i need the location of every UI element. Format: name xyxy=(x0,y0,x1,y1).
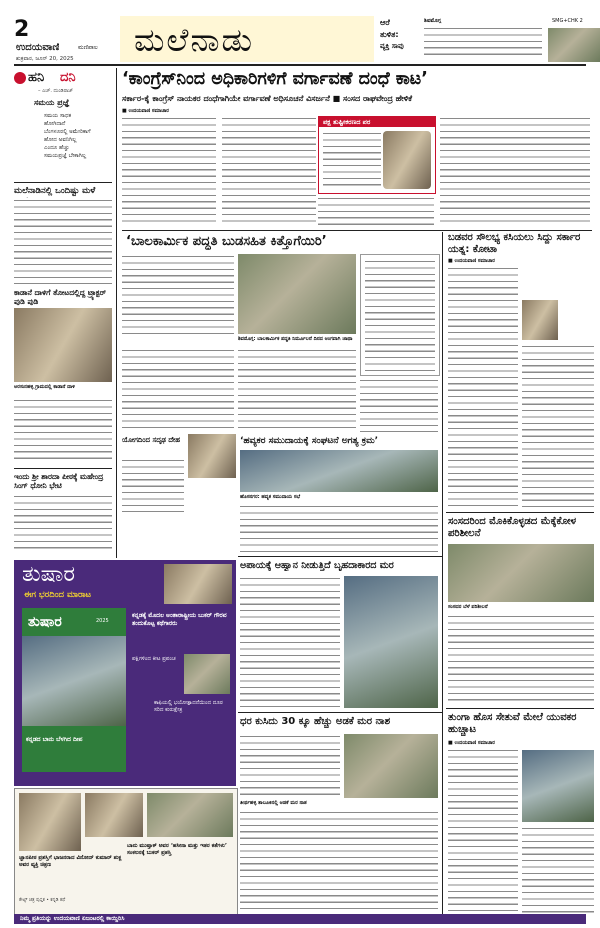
tractor-headline: ಕಾಡಾನೆ ದಾಳಿಗೆ ತೋಟದಲ್ಲಿದ್ದ ಟ್ರ್ಯಾಕ್ಟರ್ ಪುಡಿ ಪುಡಿ xyxy=(14,288,107,306)
divider xyxy=(238,712,442,713)
poem-line: ಸಮಯ ಸಾಧಕ xyxy=(44,113,72,119)
havyaka-photo xyxy=(240,450,438,492)
right-headline-3: ತುಂಗಾ ಹೊಸ ಸೇತುವೆ ಮೇಲೆ ಯುವಕರ ಹುಚ್ಚಾಟ xyxy=(448,712,577,735)
date-line: ಶುಕ್ರವಾರ, ಜೂನ್ 20, 2025 xyxy=(16,56,74,62)
side-tag-2: ತುಳಿತ: xyxy=(380,30,399,39)
tree-photo xyxy=(344,576,438,708)
tushara-ad[interactable] xyxy=(14,560,236,786)
ad-feature-2: ಪಕ್ಷಿಗಳಿಂದ ಕೀಟ ಪ್ರಪಂಚ xyxy=(132,656,176,662)
ad-brand: ತುಷಾರ xyxy=(22,562,76,587)
poem-line: ಹೋಗಿದಾನೆ xyxy=(44,121,66,127)
sharada-headline: ಇಂದು ಶ್ರೀ ಶಾರದಾ ಪೀಠಕ್ಕೆ ಮಹೇಂದ್ರ ಸಿಂಗ್ ಧೋನಿ ಭೇಟಿ xyxy=(14,472,104,490)
areca-caption: ತೀರ್ಥಹಳ್ಳಿ ತಾಲೂಕಿನಲ್ಲಿ ಅಡಕೆ ಮರ ನಾಶ xyxy=(240,800,307,806)
right-story-2-photo xyxy=(448,544,594,602)
areca-headline: ಧರ ಕುಸಿದು 30 ಕ್ಕೂ ಹೆಚ್ಚು ಅಡಕೆ ಮರ ನಾಶ xyxy=(240,716,391,727)
corner-photo xyxy=(548,28,600,62)
poem-line: ಬೆಂಗಳೂರಲ್ಲಿ ಅಮೇರಿಕಾಗೆ xyxy=(44,129,91,135)
right-story-2-text xyxy=(448,614,594,704)
ad-feature-5: ಜ್ಞಾನಪೀಠ ಪ್ರಶಸ್ತಿಗೆ ಭಾಜನರಾದ ವಿನೋದ್ ಕುಮಾರ್ ಶುಕ್ಲ ಅವರ ವ್ಯಕ್ತಿ ಚಿತ್ರಣ xyxy=(19,855,122,868)
right-story-3-text xyxy=(448,748,518,914)
right-headline-1: ಬಡವರ ಸೌಲಭ್ಯ ಕಸಿಯಲು ಸಿದ್ದು ಸರ್ಕಾರ ಯತ್ನ: ಕೋಟಾ xyxy=(448,232,581,255)
yoga-photo xyxy=(188,434,236,478)
tractor-photo xyxy=(14,308,112,382)
child-labour-text xyxy=(122,254,234,334)
quote-box-text xyxy=(323,131,381,189)
side-tag-1: ಆರೆ xyxy=(380,18,390,27)
paper-name: ಉದಯವಾಣಿ xyxy=(16,42,60,53)
right-story-1-text-b xyxy=(522,344,594,508)
quote-box xyxy=(318,116,436,194)
samaya-title: ಸಮಯ ಪ್ರಜ್ಞೆ xyxy=(34,98,70,107)
tractor-story-text xyxy=(14,398,112,464)
bottom-bar xyxy=(14,914,586,924)
divider xyxy=(446,512,594,513)
havyaka-caption: ಹೊಸನಗರ: ಹವ್ಯಕ ಸಮುದಾಯ ಸಭೆ xyxy=(240,494,301,500)
tushara-ad-lower[interactable] xyxy=(14,788,238,916)
tree-headline: ಅಪಾಯಕ್ಕೆ ಆಹ್ವಾನ ನೀಡುತ್ತಿದೆ ಬೃಹದಾಕಾರದ ಮರ xyxy=(240,560,394,571)
ad-author-photo-1 xyxy=(19,793,81,851)
ad-magazine-cover xyxy=(22,608,126,772)
banner-headline: ‘ಕಾಂಗ್ರೆಸ್‌ನಿಂದ ಅಧಿಕಾರಿಗಳಿಗೆ ವರ್ಗಾವಣೆ ದಂಧೆ ಕಾಟ’ xyxy=(122,69,428,89)
banner-story-col-2 xyxy=(222,116,316,226)
child-labour-text-4 xyxy=(360,378,438,432)
banner-subheadline: ಸರ್ಕಾರ-ಕೈ ಕಾಂಗ್ರೆಸ್ ನಾಯಕರ ದಂಧೆಗಾಗಿಯೇ ವರ್ಗಾವಣೆ ಅಧಿಸೂಚನೆ ವಿಸರ್ಜನೆ ■ ಸಂಸದ ರಾಘವೇಂದ್ರ ಹೇಳಿಕೆ xyxy=(122,94,413,103)
ad-tagline: ಈಗ ಭರದಿಂದ ಮಾರಾಟ xyxy=(24,590,92,600)
divider xyxy=(14,182,112,183)
divider xyxy=(238,556,442,557)
havyaka-text xyxy=(240,504,438,552)
ad-portrait xyxy=(164,564,232,604)
child-labour-caption: ಶಿವಮೊಗ್ಗ: ಬಾಲಕಾರ್ಮಿಕ ಪದ್ಧತಿ ನಿರ್ಮೂಲನೆ ದಿನದ ಅಂಗವಾಗಿ ಜಾಥಾ xyxy=(238,336,353,342)
right-photo-caption: ಸಂಸದರ ಬೆಳೆ ಪರಿಶೀಲನೆ xyxy=(448,604,488,610)
ad-feature-4: ಕನ್ನಡದ ಬಾನು ಬೆಳಗಿದ ದೀಪ xyxy=(26,736,83,743)
divider xyxy=(14,468,112,469)
corner-lead: ಶಿವಮೊಗ್ಗ xyxy=(424,18,442,24)
right-story-1-text-a xyxy=(448,266,518,508)
ad-magazine-title: ತುಷಾರ xyxy=(28,614,62,630)
hani-dani-block xyxy=(14,70,110,174)
side-info-box xyxy=(360,254,440,376)
areca-text-1 xyxy=(240,734,340,798)
banner-story-col-1 xyxy=(122,116,216,226)
areca-photo xyxy=(344,734,438,798)
ad-author-photo-2 xyxy=(85,793,143,837)
child-labour-text-2 xyxy=(122,348,234,432)
right-byline-1: ■ ಉದಯವಾಣಿ ಸಮಾಚಾರ xyxy=(448,258,495,264)
right-story-3-text-b xyxy=(522,826,594,914)
corner-story-text xyxy=(424,26,542,60)
dani-title: ದನಿ xyxy=(60,70,76,85)
poem-block xyxy=(44,112,110,160)
page-number: 2 xyxy=(14,18,30,42)
banner-story-col-4 xyxy=(440,116,590,226)
masthead xyxy=(14,16,600,62)
ad-magazine-year: 2025 xyxy=(96,618,109,624)
rain-headline: ಮಲೆನಾಡಿನಲ್ಲಿ ಒಂದಿಷ್ಟು ಮಳೆ xyxy=(14,186,96,196)
ad-mini-caption: ಕೇಟ್ಸ್ ಚಿತ್ರ ಪುಸ್ತಕ • ಕನ್ನಡಿ ಕಥೆ xyxy=(19,898,66,903)
mp-portrait xyxy=(383,131,431,189)
poem-line: ಹೋದ ಅವನಿಗಿಲ್ಲ xyxy=(44,137,77,143)
ad-cover-image xyxy=(22,636,126,726)
edition-label: ಮಣಿಪಾಲ xyxy=(78,44,98,51)
yoga-headline: ಯೋಗದಿಂದ ಸದೃಢ ದೇಹ xyxy=(122,436,181,444)
ad-author-photo-3 xyxy=(147,793,233,837)
rain-story-text xyxy=(14,198,112,284)
right-headline-2: ಸಂಸದರಿಂದ ಮೊಕಿಕೊಳ್ಳಡದ ಮೆಕ್ಕೆಕೋಳ ಪರಿಶೀಲನೆ xyxy=(448,516,577,539)
divider xyxy=(122,230,592,231)
ad-feature-1: ಕನ್ನಡಕ್ಕೆ ಮೊದಲ ಅಂತಾರಾಷ್ಟ್ರೀಯ ಬುಕರ್ ಗೌರವ ತಂದುಕೊಟ್ಟ ಕಥೆಗಾರರು xyxy=(132,612,227,627)
poem-line: ಸಮಯಪ್ರಜ್ಞೆ ಬೇಕಾಗಿಲ್ಲ xyxy=(44,153,87,159)
sharada-story-text xyxy=(14,494,112,552)
bottom-bar-text: ನಿಮ್ಮ ಪ್ರತಿಯನ್ನು ಉದಯವಾಣಿ ಏಜಂಟರಲ್ಲಿ ಕಾಯ್ದಿರಿಸಿ xyxy=(20,915,125,922)
column-rule xyxy=(116,68,117,558)
corner-code: SMG+CHK 2 xyxy=(552,18,583,24)
areca-text-2 xyxy=(240,810,438,914)
poem-line: ಎಂದೂ ಹೆಚ್ಚು xyxy=(44,145,70,151)
right-story-1-photo xyxy=(522,300,558,340)
side-info-text xyxy=(365,259,435,371)
side-tag-3: ವ್ಯಕ್ತಿ ಸಾವು xyxy=(380,42,404,50)
hani-title: ಹನಿ xyxy=(28,70,45,85)
havyaka-headline: ‘ಹವ್ಯಕರ ಸಮುದಾಯಕ್ಕೆ ಸಂಘಟನೆ ಅಗತ್ಯ ಕ್ರಮ’ xyxy=(240,436,379,446)
banner-story-col-3 xyxy=(318,196,434,226)
quote-box-title: ಪಕ್ಷ ತುಷ್ಟೀಕರಣದ ಪರ xyxy=(323,118,371,126)
right-byline-3: ■ ಉದಯವಾಣಿ ಸಮಾಚಾರ xyxy=(448,740,495,746)
yoga-text xyxy=(122,458,184,512)
right-story-3-photo xyxy=(522,750,594,822)
child-labour-headline: ‘ಬಾಲಕಾರ್ಮಿಕ ಪದ್ಧತಿ ಬುಡಸಹಿತ ಕಿತ್ತೊಗೆಯಿರಿ’ xyxy=(126,234,327,249)
ad-feature-6: ಬಾನು ಮುಷ್ತಾಕ್ ಅವರ ‘ಹಸೀನಾ ಮತ್ತು ಇತರ ಕತೆಗಳು’ ಸಂಕಲನಕ್ಕೆ ಬುಕರ್ ಪ್ರಶಸ್ತಿ xyxy=(127,843,228,856)
child-labour-text-3 xyxy=(238,348,356,432)
banner-byline: ■ ಉದಯವಾಣಿ ಸಮಾಚಾರ xyxy=(122,108,169,114)
ad-inset-photo xyxy=(184,654,230,694)
hani-logo-icon xyxy=(14,72,26,84)
column-rule xyxy=(442,232,443,922)
child-labour-photo xyxy=(238,254,356,334)
header-rule xyxy=(14,64,586,66)
hani-author: – ಎಚ್. ದುಂಡಿರಾಜ್ xyxy=(38,88,74,94)
section-title: ಮಲೆನಾಡು xyxy=(134,21,255,59)
ad-feature-3: ಕಾಫಿಯಲ್ಲಿ ಭಯೋತ್ಪಾದನೆಯಿಂದ ದೂರ ಸರಿದ ಕುರುಕ್ಷೇತ್ರ xyxy=(154,700,223,713)
tree-text-1 xyxy=(240,576,340,708)
tractor-photo-caption: ಅರಸುನಹಳ್ಳಿ ಗ್ರಾಮದಲ್ಲಿ ಕಾಡಾನೆ ದಾಳಿ xyxy=(14,384,75,390)
divider xyxy=(446,708,594,709)
